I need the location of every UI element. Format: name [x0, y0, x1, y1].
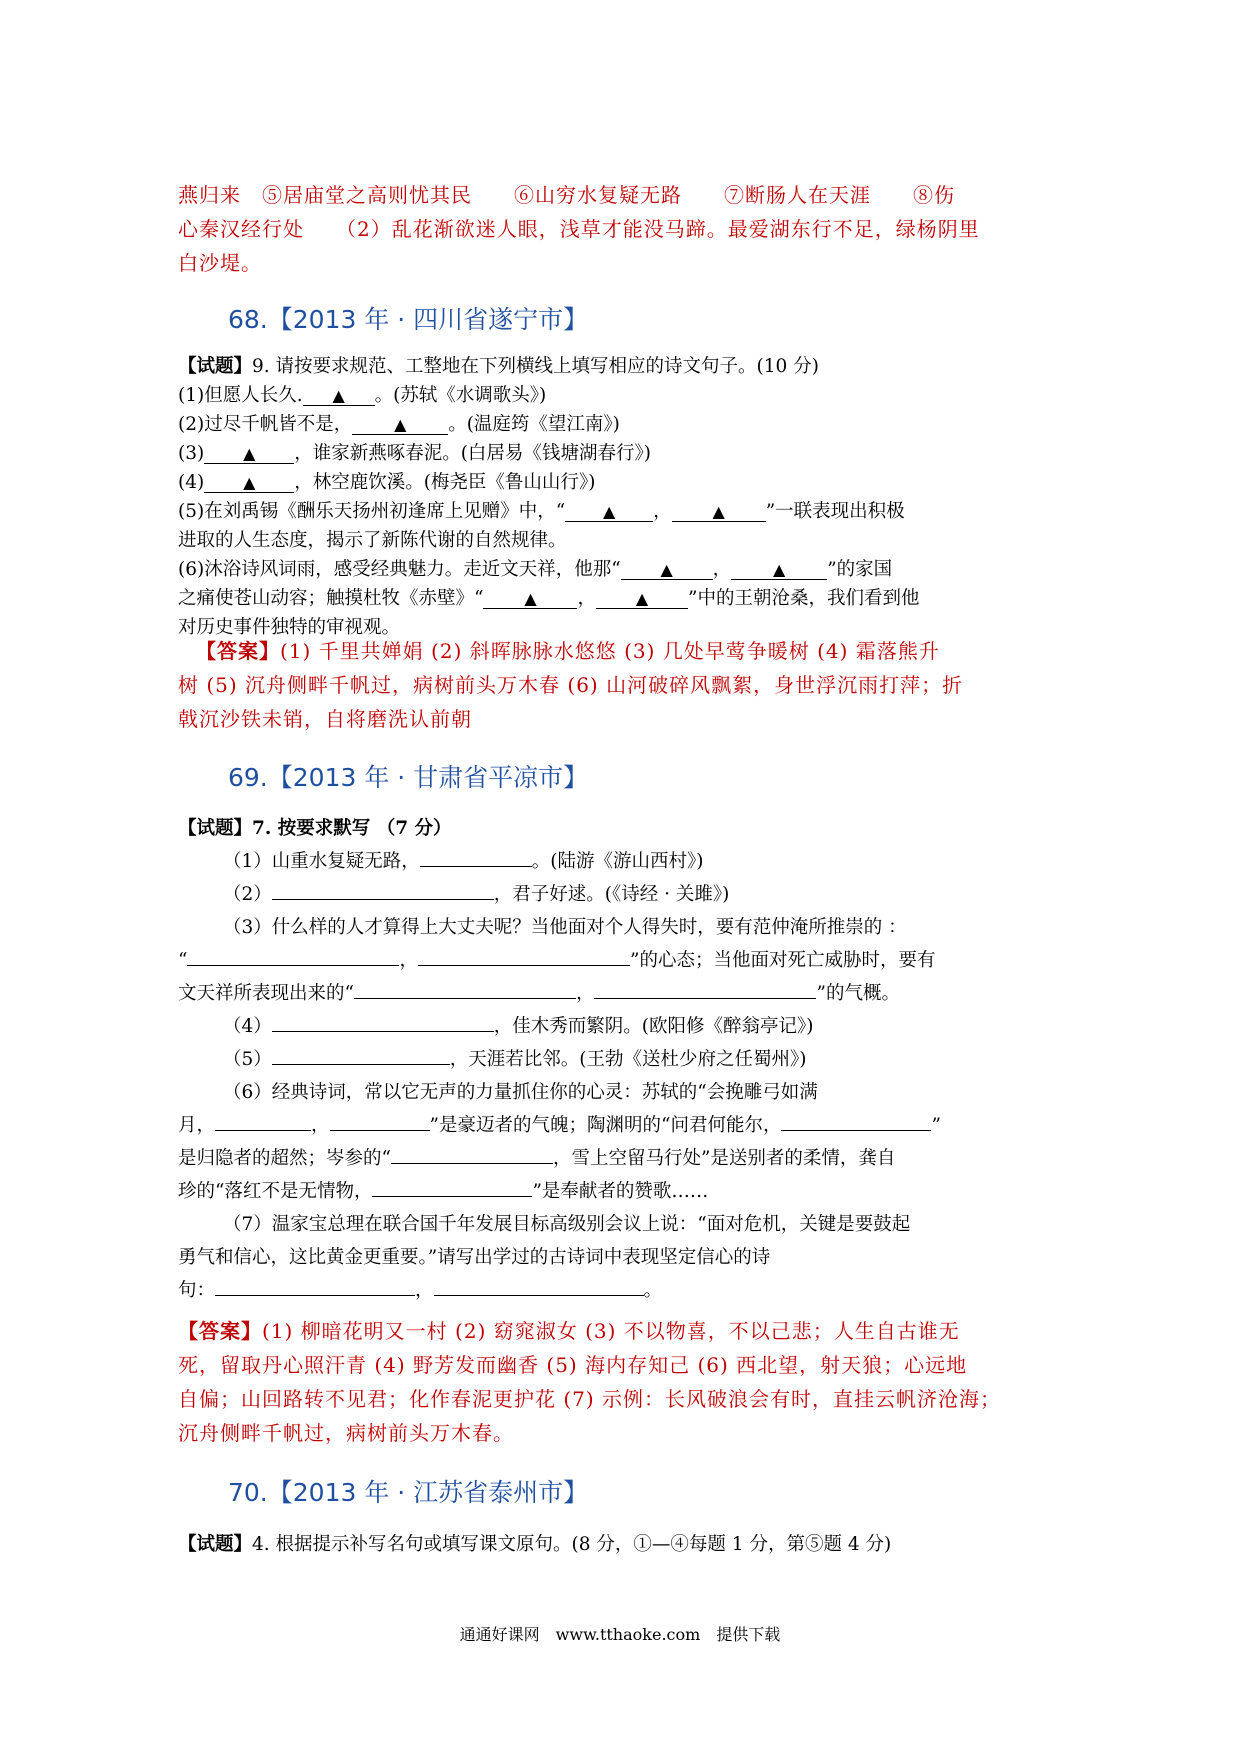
item-text: (3) — [178, 443, 205, 464]
answer-line: 自偏；山回路转不见君；化作春泥更护花 (7) 示例：长风破浪会有时，直挂云帆济沧海； — [178, 1387, 1002, 1411]
item-text: ，林空鹿饮溪。(梅尧臣《鲁山山行》) — [294, 472, 596, 493]
question-tag: 【试题】 — [178, 1534, 253, 1555]
item-text: 。(苏轼《水调歌头》) — [374, 385, 547, 406]
item-text: 勇气和信心，这比黄金更重要。”请写出学过的古诗词中表现坚定信心的诗 — [178, 1247, 771, 1268]
answer-blank: ▲ — [303, 387, 375, 406]
answer-blank — [272, 881, 494, 900]
answer-blank — [420, 848, 532, 867]
answer-line: 白沙堤。 — [178, 251, 262, 275]
answer-blank: ▲ — [565, 503, 653, 522]
answer-blank: ▲ — [621, 561, 713, 580]
item-text: （6）经典诗词，常以它无声的力量抓住你的心灵：苏轼的“会挽雕弓如满 — [223, 1082, 818, 1103]
item-text: (1)但愿人长久. — [178, 385, 303, 406]
answer-blank — [215, 1112, 311, 1131]
item-text: ，君子好逑。(《诗经 · 关雎》) — [493, 884, 730, 905]
item-text: ”的心态；当他面对死亡威胁时，要有 — [629, 950, 936, 971]
question-69 — [178, 812, 1064, 1307]
answer-blank — [215, 1277, 415, 1296]
answer-line: (1) 柳暗花明又一村 (2) 窈窕淑女 (3) 不以物喜，不以己悲；人生自古谁无 — [262, 1319, 960, 1343]
item-text: ，天涯若比邻。(王勃《送杜少府之任蜀州》) — [449, 1049, 807, 1070]
item-text: (2)过尽千帆皆不是， — [178, 414, 353, 435]
item-text: （7）温家宝总理在联合国千年发展目标高级别会议上说：“面对危机，关键是要鼓起 — [223, 1214, 911, 1235]
answer-line: 树 (5) 沉舟侧畔千帆过，病树前头万木春 (6) 山河破碎风飘絮，身世浮沉雨打萍；折 — [178, 673, 964, 697]
item-text: ， — [399, 950, 418, 971]
answer-blank — [391, 1145, 553, 1164]
answer-line: 沉舟侧畔千帆过，病树前头万木春。 — [178, 1421, 514, 1445]
answer-line: 戟沉沙铁未销，自将磨洗认前朝 — [178, 707, 472, 731]
item-text: ”是豪迈者的气魄；陶渊明的“问君何能尔， — [429, 1115, 782, 1136]
answer-blank — [272, 1013, 494, 1032]
answer-blank: ▲ — [204, 445, 294, 464]
item-text: （1）山重水复疑无路， — [223, 851, 420, 872]
answer-blank — [781, 1112, 931, 1131]
item-text: ，雪上空留马行处”是送别者的柔情，龚自 — [552, 1148, 896, 1169]
answer-line: 死，留取丹心照汗青 (4) 野芳发而幽香 (5) 海内存知己 (6) 西北望，射天狼；心远地 — [178, 1353, 968, 1377]
question-tag: 【试题】 — [178, 356, 253, 377]
item-text: 。 — [643, 1280, 663, 1301]
answer-blank — [594, 980, 816, 999]
question-70 — [178, 1530, 1064, 1559]
item-text: 文天祥所表现出来的“ — [178, 983, 354, 1004]
answer-blank — [354, 980, 576, 999]
item-text: (5)在刘禹锡《酬乐天扬州初逢席上见赠》中，“ — [178, 501, 566, 522]
item-text: ”中的王朝沧桑，我们看到他 — [687, 588, 920, 609]
item-text: （4） — [223, 1016, 272, 1037]
item-text: 。(陆游《游山西村》) — [531, 851, 704, 872]
item-text: （5） — [223, 1049, 272, 1070]
item-text: 对历史事件独特的审视观。 — [178, 617, 401, 638]
item-text: ， — [415, 1280, 434, 1301]
item-text: ” — [931, 1115, 941, 1136]
answer-69 — [178, 1314, 1064, 1450]
item-text: ，佳木秀而繁阴。(欧阳修《醉翁亭记》) — [493, 1016, 814, 1037]
item-text: (6)沐浴诗风词雨，感受经典魅力。走近文天祥，他那“ — [178, 559, 621, 580]
previous-answer — [178, 178, 1064, 280]
page-footer: 通通好课网 www.tthaoke.com 提供下载 — [459, 1625, 781, 1644]
question-tag: 【试题】 — [178, 818, 253, 839]
item-text: ， — [653, 501, 672, 522]
answer-line: (1) 千里共婵娟 (2) 斜晖脉脉水悠悠 (3) 几处早莺争暖树 (4) 霜落熊升 — [280, 639, 940, 663]
item-text: ， — [575, 983, 595, 1004]
item-text: ， — [311, 1115, 330, 1136]
item-text: ， — [712, 559, 732, 580]
section-heading-69: 69.【2013 年 · 甘肃省平凉市】 — [228, 763, 589, 792]
item-text: （2） — [223, 884, 272, 905]
answer-blank: ▲ — [731, 561, 827, 580]
answer-blank — [187, 947, 399, 966]
item-text: ，谁家新燕啄春泥。(白居易《钱塘湖春行》) — [294, 443, 651, 464]
section-heading-70: 70.【2013 年 · 江苏省泰州市】 — [228, 1478, 589, 1507]
answer-blank — [418, 947, 630, 966]
item-text: 月， — [178, 1115, 216, 1136]
item-text: （3）什么样的人才算得上大丈夫呢？当他面对个人得失时，要有范仲淹所推崇的 ： — [223, 917, 907, 938]
question-intro: 7. 按要求默写 （7 分） — [252, 818, 452, 839]
answer-blank — [272, 1046, 450, 1065]
item-text: 是归隐者的超然；岑参的“ — [178, 1148, 391, 1169]
question-intro: 9. 请按要求规范、工整地在下列横线上填写相应的诗文句子。(10 分) — [252, 356, 819, 377]
section-heading-68: 68.【2013 年 · 四川省遂宁市】 — [228, 305, 589, 334]
answer-blank: ▲ — [672, 503, 766, 522]
answer-blank — [372, 1178, 532, 1197]
answer-blank: ▲ — [204, 474, 294, 493]
answer-blank: ▲ — [596, 590, 688, 609]
question-68 — [178, 352, 1064, 642]
item-text: ”的家国 — [827, 559, 893, 580]
question-intro: 4. 根据提示补写名句或填写课文原句。(8 分，①—④每题 1 分，第⑤题 4 分) — [252, 1534, 892, 1555]
item-text: 之痛使苍山动容；触摸杜牧《赤壁》“ — [178, 588, 484, 609]
item-text: ”的气概。 — [816, 983, 900, 1004]
item-text: 句： — [178, 1280, 216, 1301]
item-text: ， — [577, 588, 596, 609]
answer-blank: ▲ — [352, 416, 448, 435]
item-text: ”一联表现出积极 — [765, 501, 905, 522]
answer-blank — [330, 1112, 430, 1131]
answer-tag: 【答案】 — [196, 639, 280, 663]
answer-line: 心秦汉经行处 （2）乱花渐欲迷人眼，浅草才能没马蹄。最爱湖东行不足，绿杨阴里 — [178, 217, 980, 241]
answer-68 — [178, 634, 1064, 736]
item-text: 进取的人生态度，揭示了新陈代谢的自然规律。 — [178, 530, 567, 551]
item-text: “ — [178, 950, 188, 971]
answer-line: 燕归来 ⑤居庙堂之高则忧其民 ⑥山穷水复疑无路 ⑦断肠人在天涯 ⑧伤 — [178, 183, 955, 207]
item-text: ”是奉献者的赞歌…… — [532, 1181, 709, 1202]
item-text: (4) — [178, 472, 205, 493]
answer-tag: 【答案】 — [178, 1319, 262, 1343]
item-text: 珍的“落红不是无情物， — [178, 1181, 373, 1202]
answer-blank — [434, 1277, 644, 1296]
item-text: 。(温庭筠《望江南》) — [448, 414, 620, 435]
answer-blank: ▲ — [483, 590, 577, 609]
